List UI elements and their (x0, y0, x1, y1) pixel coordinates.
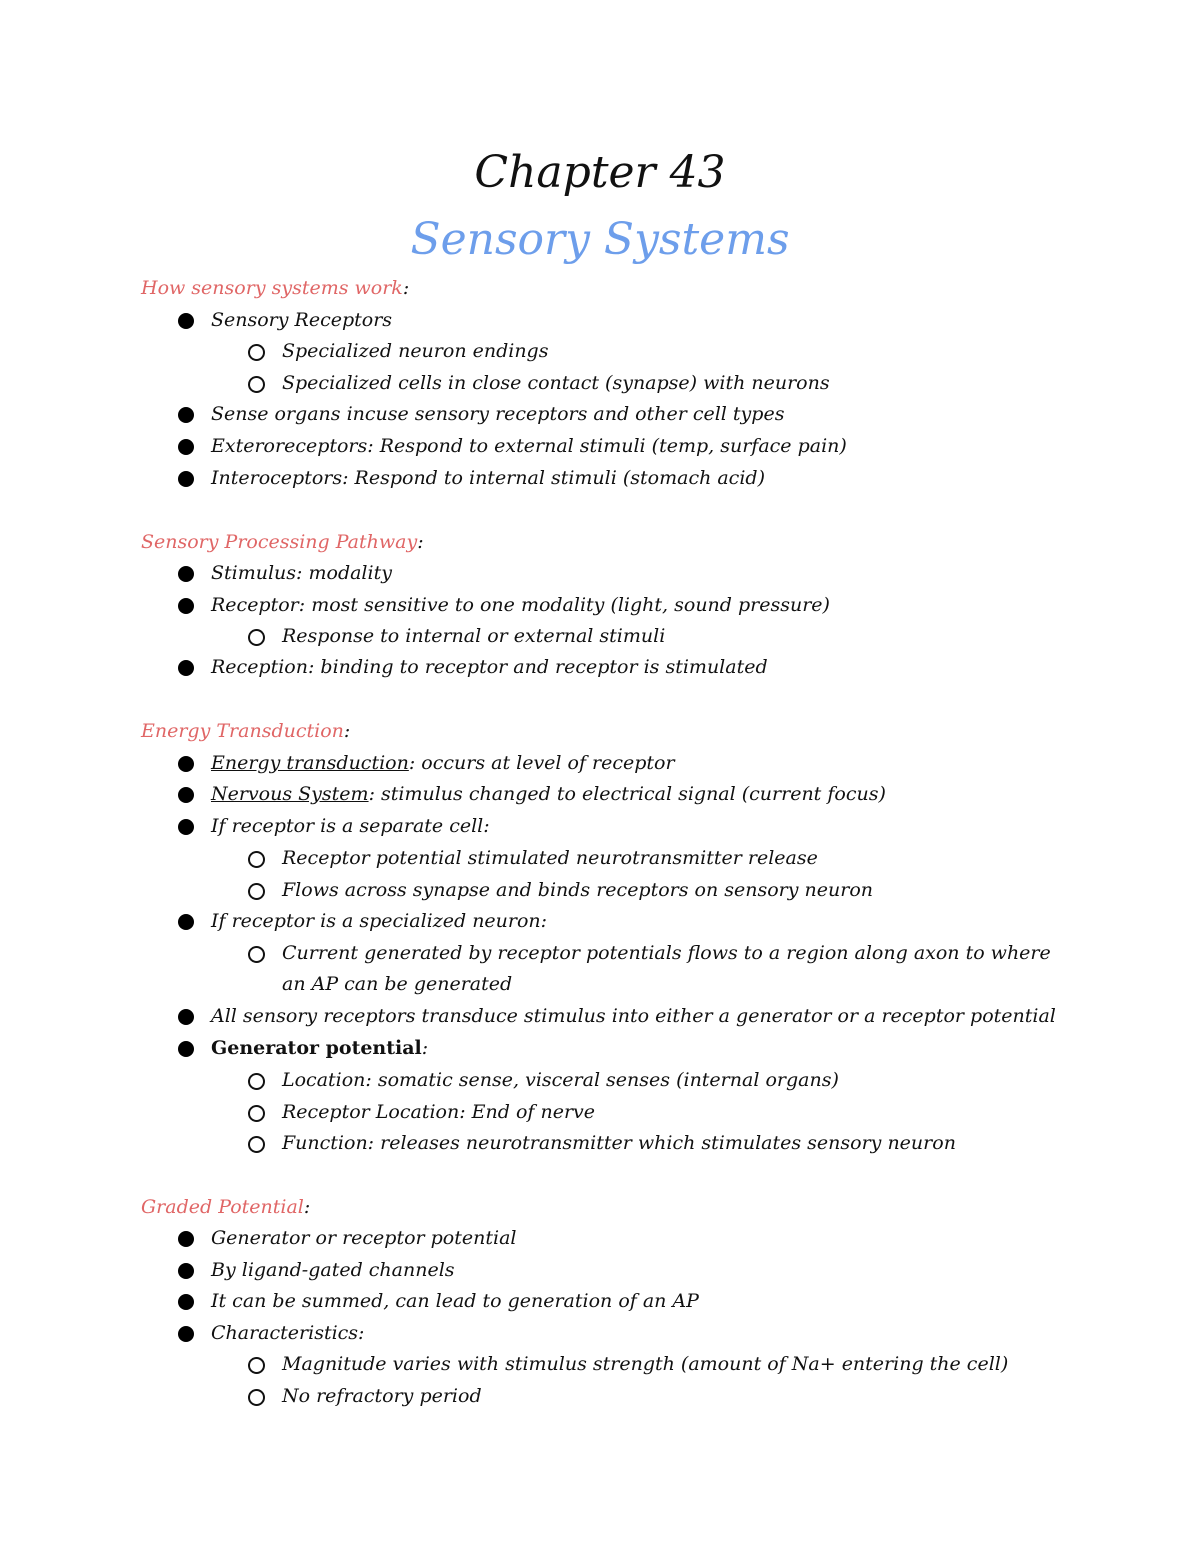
list-item: Generator or receptor potential (211, 1223, 516, 1254)
list-item: Energy transduction: occurs at level of receptor (211, 748, 675, 779)
list-subitem: No refractory period (282, 1381, 482, 1412)
filled-bullet-icon (178, 439, 194, 455)
list-item: By ligand-gated channels (211, 1255, 455, 1286)
hollow-bullet-icon (248, 629, 265, 646)
hollow-bullet-icon (248, 344, 265, 361)
list-item: If receptor is a specialized neuron: (211, 906, 547, 937)
list-subitem: Flows across synapse and binds receptors on sensory neuron (282, 875, 873, 906)
list-item: All sensory receptors transduce stimulus into either a generator or a receptor potential (211, 1001, 1056, 1032)
list-item: Generator potential: (211, 1033, 428, 1064)
list-subitem: Response to internal or external stimuli (282, 621, 665, 652)
filled-bullet-icon (178, 471, 194, 487)
filled-bullet-icon (178, 1041, 194, 1057)
hollow-bullet-icon (248, 1073, 265, 1090)
filled-bullet-icon (178, 1231, 194, 1247)
filled-bullet-icon (178, 660, 194, 676)
hollow-bullet-icon (248, 1105, 265, 1122)
filled-bullet-icon (178, 1263, 194, 1279)
list-subitem: Receptor Location: End of nerve (282, 1097, 595, 1128)
chapter-title: Chapter 43 (474, 147, 726, 198)
list-item: Interoceptors: Respond to internal stimuli (stomach acid) (211, 463, 765, 494)
list-subitem: Specialized cells in close contact (synapse) with neurons (282, 368, 830, 399)
hollow-bullet-icon (248, 1357, 265, 1374)
list-item: Receptor: most sensitive to one modality (light, sound pressure) (211, 590, 830, 621)
hollow-bullet-icon (248, 883, 265, 900)
list-subitem: Specialized neuron endings (282, 336, 548, 367)
filled-bullet-icon (178, 819, 194, 835)
list-subitem: Receptor potential stimulated neurotransmitter release (282, 843, 818, 874)
chapter-subtitle: Sensory Systems (410, 214, 790, 265)
list-item: Nervous System: stimulus changed to electrical signal (current focus) (211, 779, 886, 810)
list-item: Reception: binding to receptor and receptor is stimulated (211, 652, 768, 683)
hollow-bullet-icon (248, 376, 265, 393)
section-heading: How sensory systems work: (141, 277, 410, 299)
list-item: It can be summed, can lead to generation of an AP (211, 1286, 699, 1317)
list-item: If receptor is a separate cell: (211, 811, 490, 842)
filled-bullet-icon (178, 756, 194, 772)
filled-bullet-icon (178, 787, 194, 803)
section-heading: Graded Potential: (141, 1196, 311, 1218)
list-subitem: Current generated by receptor potentials flows to a region along axon to where an AP can be generated (282, 938, 1072, 1000)
list-item: Sensory Receptors (211, 305, 392, 336)
list-subitem: Location: somatic sense, visceral senses (internal organs) (282, 1065, 839, 1096)
list-subitem: Function: releases neurotransmitter which stimulates sensory neuron (282, 1128, 956, 1159)
section-heading: Energy Transduction: (141, 720, 351, 742)
list-item: Characteristics: (211, 1318, 364, 1349)
filled-bullet-icon (178, 1294, 194, 1310)
filled-bullet-icon (178, 566, 194, 582)
hollow-bullet-icon (248, 851, 265, 868)
section-heading: Sensory Processing Pathway: (141, 531, 424, 553)
hollow-bullet-icon (248, 1389, 265, 1406)
hollow-bullet-icon (248, 946, 265, 963)
list-item: Sense organs incuse sensory receptors and other cell types (211, 399, 784, 430)
filled-bullet-icon (178, 313, 194, 329)
filled-bullet-icon (178, 914, 194, 930)
filled-bullet-icon (178, 407, 194, 423)
list-item: Exteroreceptors: Respond to external stimuli (temp, surface pain) (211, 431, 847, 462)
list-item: Stimulus: modality (211, 558, 392, 589)
filled-bullet-icon (178, 1326, 194, 1342)
hollow-bullet-icon (248, 1136, 265, 1153)
filled-bullet-icon (178, 598, 194, 614)
list-subitem: Magnitude varies with stimulus strength (amount of Na+ entering the cell) (282, 1349, 1008, 1380)
filled-bullet-icon (178, 1009, 194, 1025)
